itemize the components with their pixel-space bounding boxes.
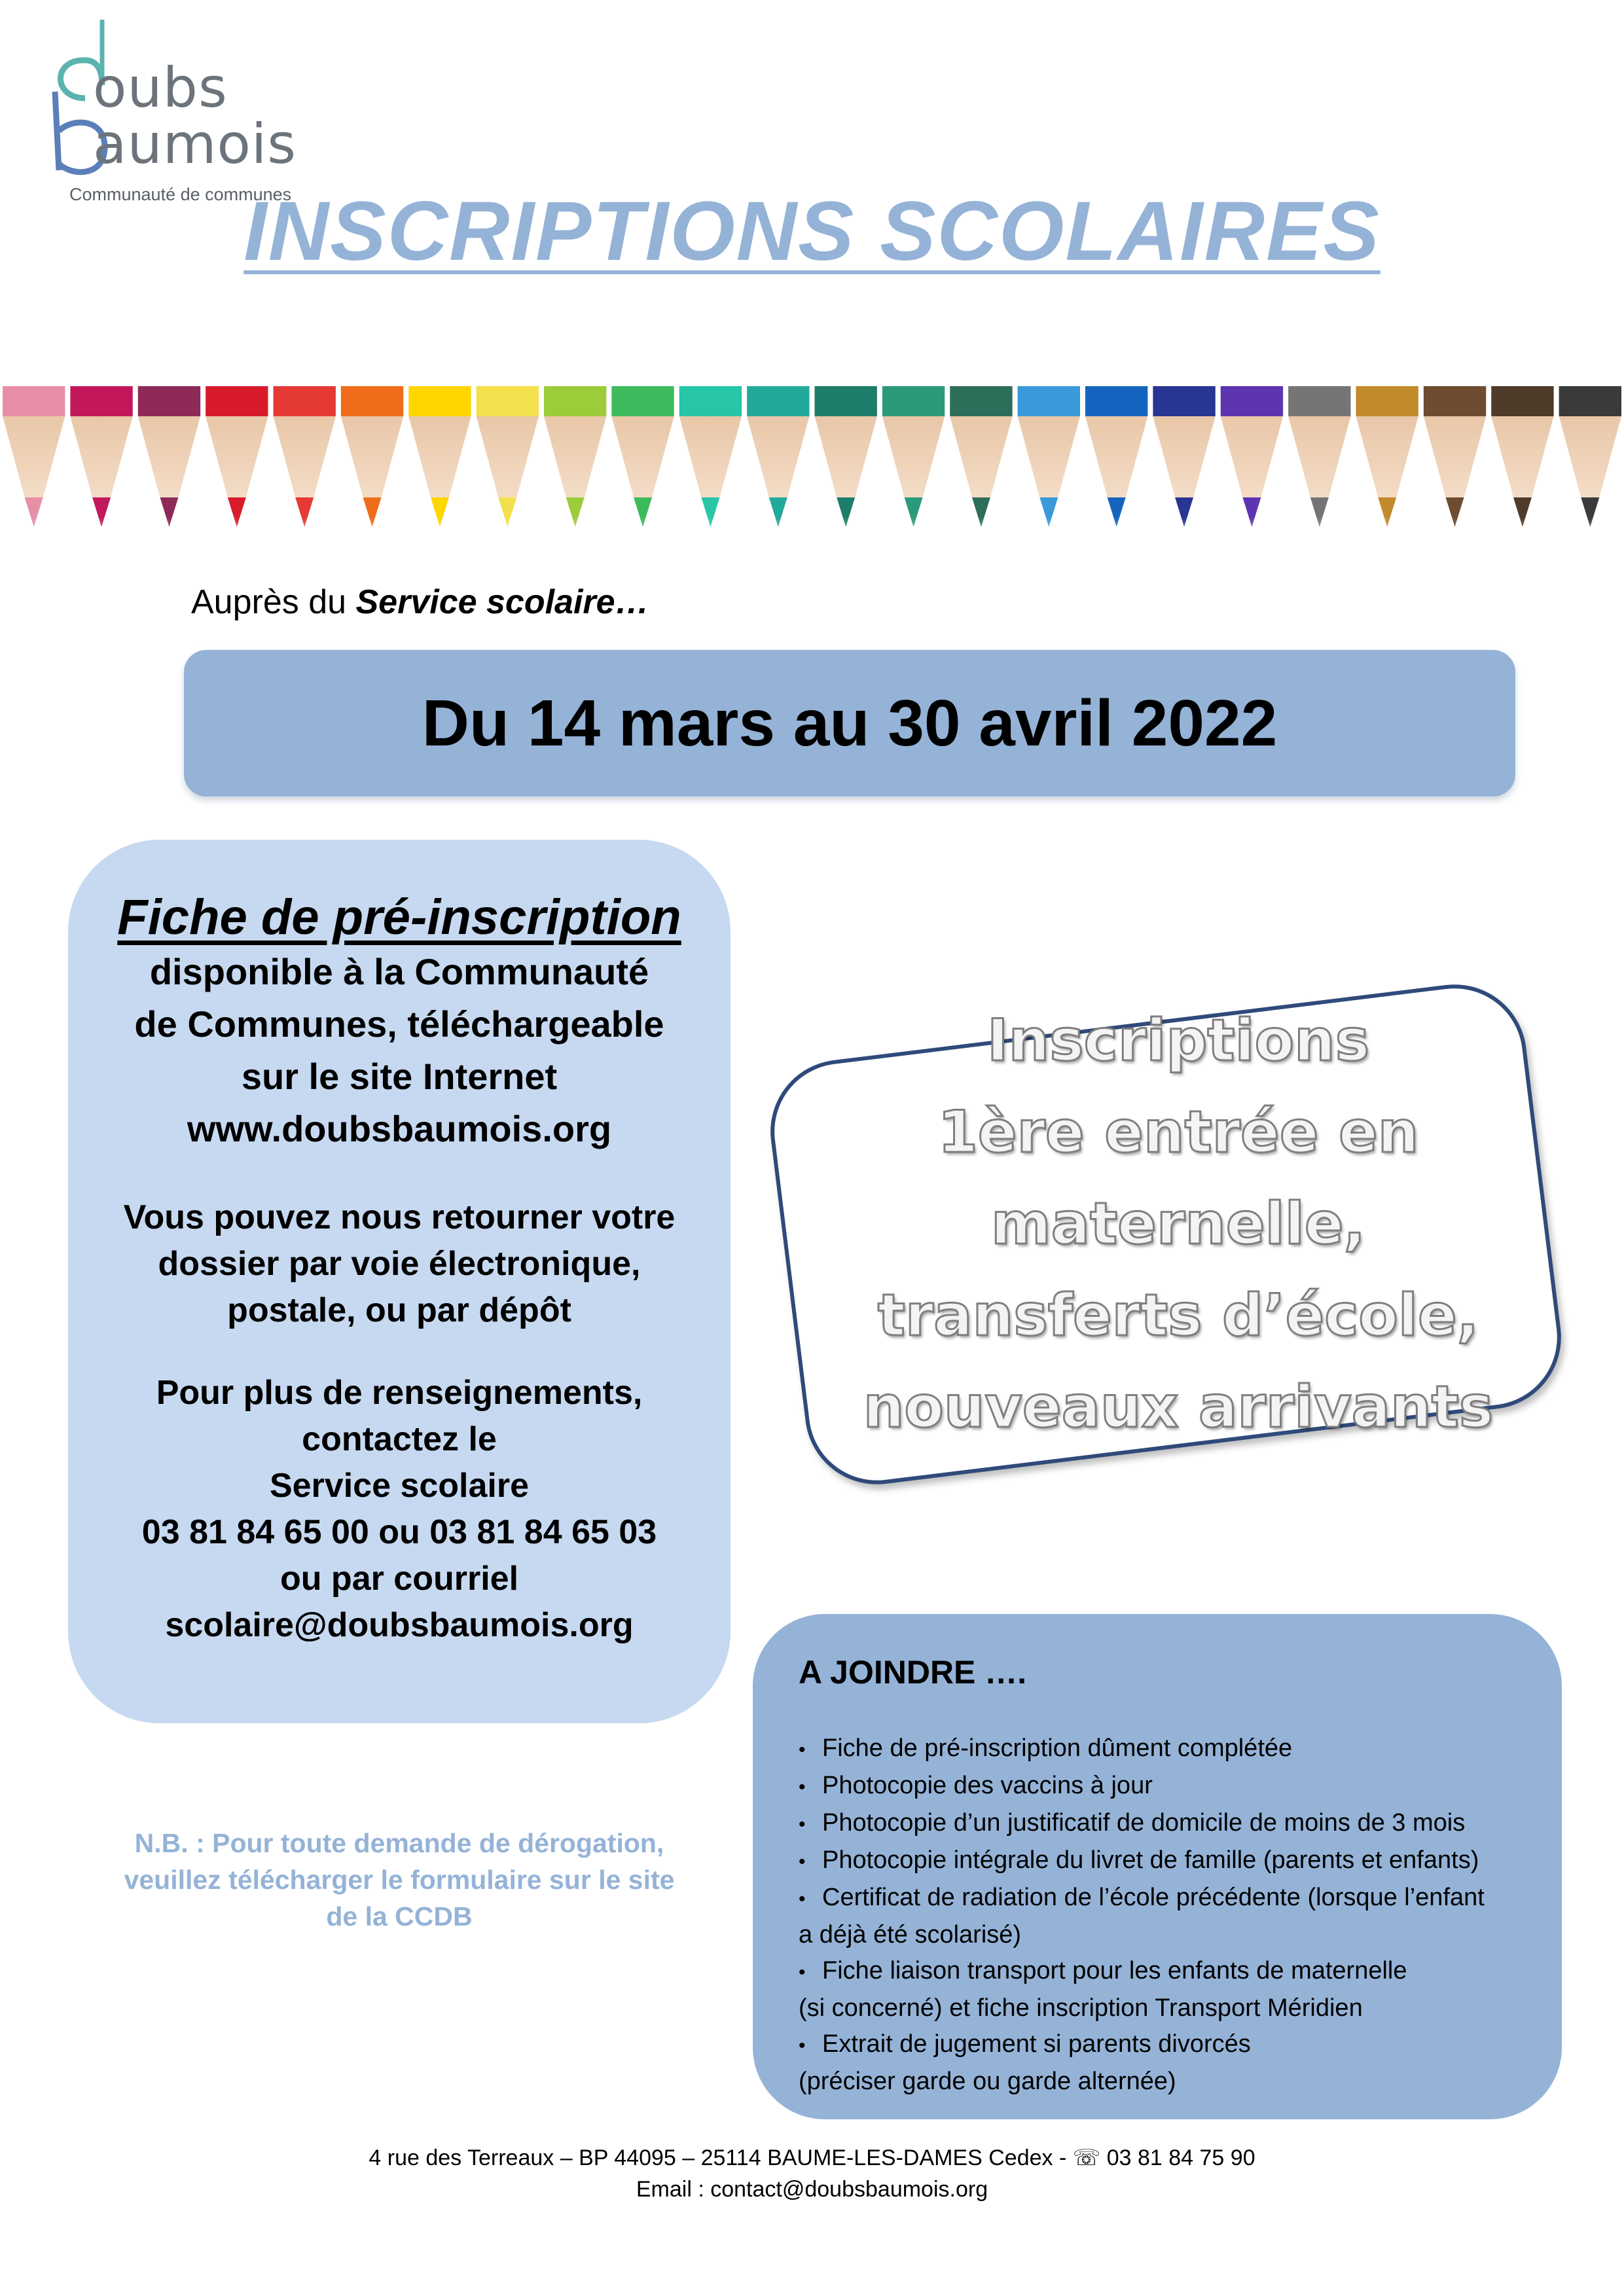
- footer-address: [0, 2142, 1624, 2174]
- phone-numbers: 03 81 84 65 00 ou 03 81 84 65 03: [141, 1513, 657, 1551]
- pencil-wood: [138, 416, 200, 497]
- fiche-line: de Communes, téléchargeable: [134, 1003, 664, 1045]
- list-item-text: Fiche liaison transport pour les enfants de maternelle: [822, 1957, 1407, 1984]
- pencil-wood: [1221, 416, 1283, 497]
- bullet-icon: •: [799, 1851, 806, 1873]
- page-title: INSCRIPTIONS SCOLAIRES: [244, 185, 1380, 278]
- inscriptions-line: 1ère entrée en: [937, 1098, 1419, 1166]
- bullet-icon: •: [799, 1888, 806, 1910]
- pencil-wood: [815, 416, 877, 497]
- retour-block: [68, 1194, 731, 1334]
- list-item-text: Photocopie d’un justificatif de domicile de moins de 3 mois: [822, 1809, 1466, 1837]
- website-link[interactable]: www.doubsbaumois.org: [187, 1108, 612, 1149]
- logo: [46, 20, 321, 204]
- nb-line: N.B. : Pour toute demande de dérogation,: [134, 1828, 664, 1858]
- list-item-text: Fiche de pré-inscription dûment complétée: [822, 1734, 1293, 1762]
- list-item: [799, 2026, 1545, 2064]
- list-item-text: Photocopie intégrale du livret de famille (parents et enfants): [822, 1846, 1479, 1874]
- pencil-body: [1288, 386, 1350, 416]
- pencils-illustration: [0, 386, 1624, 563]
- pencil-wood: [882, 416, 945, 497]
- aupres-suffix: …: [615, 583, 649, 621]
- email-link[interactable]: scolaire@doubsbaumois.org: [165, 1606, 634, 1644]
- list-item: [799, 1953, 1545, 1990]
- pencil-wood: [1153, 416, 1215, 497]
- pencil-body: [408, 386, 471, 416]
- pencil-body: [1424, 386, 1486, 416]
- pencil-wood: [1288, 416, 1350, 497]
- fiche-line: disponible à la Communauté: [149, 951, 649, 992]
- retour-line: postale, ou par dépôt: [227, 1291, 571, 1329]
- list-item-text: Photocopie des vaccins à jour: [822, 1772, 1153, 1799]
- fiche-description: [68, 946, 731, 1155]
- pencil-wood: [679, 416, 742, 497]
- pencil-wood: [1424, 416, 1486, 497]
- pencil-wood: [1018, 416, 1080, 497]
- pencil-body: [1356, 386, 1418, 416]
- pencil-body: [1085, 386, 1147, 416]
- rens-line: ou par courriel: [280, 1560, 519, 1598]
- a-joindre-list: [799, 1731, 1545, 2100]
- footer-address-text: 4 rue des Terreaux – BP 44095 – 25114 BAUME-LES-DAMES Cedex -: [369, 2145, 1073, 2170]
- list-item: [799, 1731, 1545, 1768]
- pencil-wood: [1356, 416, 1418, 497]
- phone-icon: ☏: [1072, 2145, 1101, 2170]
- aupres-line: [191, 583, 649, 622]
- pencil-body: [138, 386, 200, 416]
- pencil-wood: [341, 416, 403, 497]
- pencil-wood: [1491, 416, 1553, 497]
- pencil-body: [1153, 386, 1215, 416]
- list-item: [799, 1805, 1545, 1842]
- pencil-body: [70, 386, 132, 416]
- aupres-service: Service scolaire: [355, 583, 615, 621]
- inscriptions-line: Inscriptions: [986, 1007, 1370, 1074]
- bullet-icon: •: [799, 1739, 806, 1761]
- pencil-wood: [611, 416, 674, 497]
- inscriptions-line: maternelle,: [991, 1190, 1365, 1257]
- pencil-wood: [950, 416, 1012, 497]
- pencil-wood: [1085, 416, 1147, 497]
- pencils-image: [0, 386, 1624, 563]
- nb-line: veuillez télécharger le formulaire sur le site: [124, 1865, 675, 1895]
- inscriptions-line: transferts d’école,: [877, 1282, 1479, 1349]
- bullet-icon: •: [799, 2035, 806, 2056]
- pencil-body: [206, 386, 268, 416]
- aupres-prefix: Auprès du: [191, 583, 356, 621]
- footer-email[interactable]: Email : contact@doubsbaumois.org: [636, 2177, 988, 2202]
- pencil-wood: [477, 416, 539, 497]
- pencil-body: [274, 386, 336, 416]
- a-joindre-title: A JOINDRE ….: [799, 1654, 1027, 1691]
- pencil-body: [477, 386, 539, 416]
- pencil-body: [1491, 386, 1553, 416]
- rens-line: Service scolaire: [269, 1467, 530, 1505]
- retour-line: dossier par voie électronique,: [158, 1245, 641, 1283]
- pencil-wood: [1559, 416, 1621, 497]
- retour-line: Vous pouvez nous retourner votre: [123, 1198, 676, 1236]
- fiche-info-box: [68, 840, 731, 1723]
- logo-subtitle: Communauté de communes: [69, 185, 292, 204]
- list-item-continuation: a déjà été scolarisé): [799, 1921, 1022, 1948]
- pencil-body: [1559, 386, 1621, 416]
- bullet-icon: •: [799, 1962, 806, 1983]
- pencil-wood: [206, 416, 268, 497]
- list-item: [799, 1842, 1545, 1880]
- fiche-line: sur le site Internet: [241, 1056, 558, 1097]
- pencil-body: [3, 386, 65, 416]
- rens-line: Pour plus de renseignements,: [156, 1374, 643, 1412]
- pencil-wood: [544, 416, 606, 497]
- inscriptions-line: nouveaux arrivants: [863, 1373, 1494, 1441]
- pencil-body: [341, 386, 403, 416]
- list-item: [799, 1768, 1545, 1805]
- pencil-body: [679, 386, 742, 416]
- pencil-body: [1221, 386, 1283, 416]
- pencil-wood: [274, 416, 336, 497]
- a-joindre-box: [753, 1614, 1562, 2119]
- list-item-text: Extrait de jugement si parents divorcés: [822, 2030, 1251, 2058]
- pencil-body: [950, 386, 1012, 416]
- bullet-icon: •: [799, 1776, 806, 1798]
- date-banner: [184, 650, 1515, 797]
- list-item: [799, 1880, 1545, 1917]
- logo-word-baumois: aumois: [93, 112, 297, 176]
- nb-note: [111, 1825, 687, 1935]
- bullet-icon: •: [799, 1814, 806, 1835]
- list-item-continuation: (si concerné) et fiche inscription Transport Méridien: [799, 1994, 1363, 2022]
- rens-line: contactez le: [302, 1420, 497, 1458]
- pencil-body: [815, 386, 877, 416]
- pencil-body: [747, 386, 809, 416]
- pencil-body: [544, 386, 606, 416]
- pencil-body: [1018, 386, 1080, 416]
- renseignements-block: [68, 1370, 731, 1649]
- pencil-wood: [3, 416, 65, 497]
- list-item-text: Certificat de radiation de l’école précédente (lorsque l’enfant: [822, 1884, 1485, 1911]
- list-item-continuation: (préciser garde ou garde alternée): [799, 2068, 1176, 2095]
- date-text: Du 14 mars au 30 avril 2022: [422, 686, 1278, 760]
- nb-line: de la CCDB: [326, 1901, 473, 1931]
- pencil-body: [611, 386, 674, 416]
- footer-phone: 03 81 84 75 90: [1100, 2145, 1255, 2170]
- pencil-wood: [70, 416, 132, 497]
- fiche-title: Fiche de pré-inscription: [117, 889, 681, 945]
- logo-word-doubs: oubs: [93, 56, 228, 120]
- pencil-wood: [408, 416, 471, 497]
- pencil-wood: [747, 416, 809, 497]
- pencil-body: [882, 386, 945, 416]
- footer: [0, 2142, 1624, 2205]
- inscriptions-text: [802, 995, 1555, 1453]
